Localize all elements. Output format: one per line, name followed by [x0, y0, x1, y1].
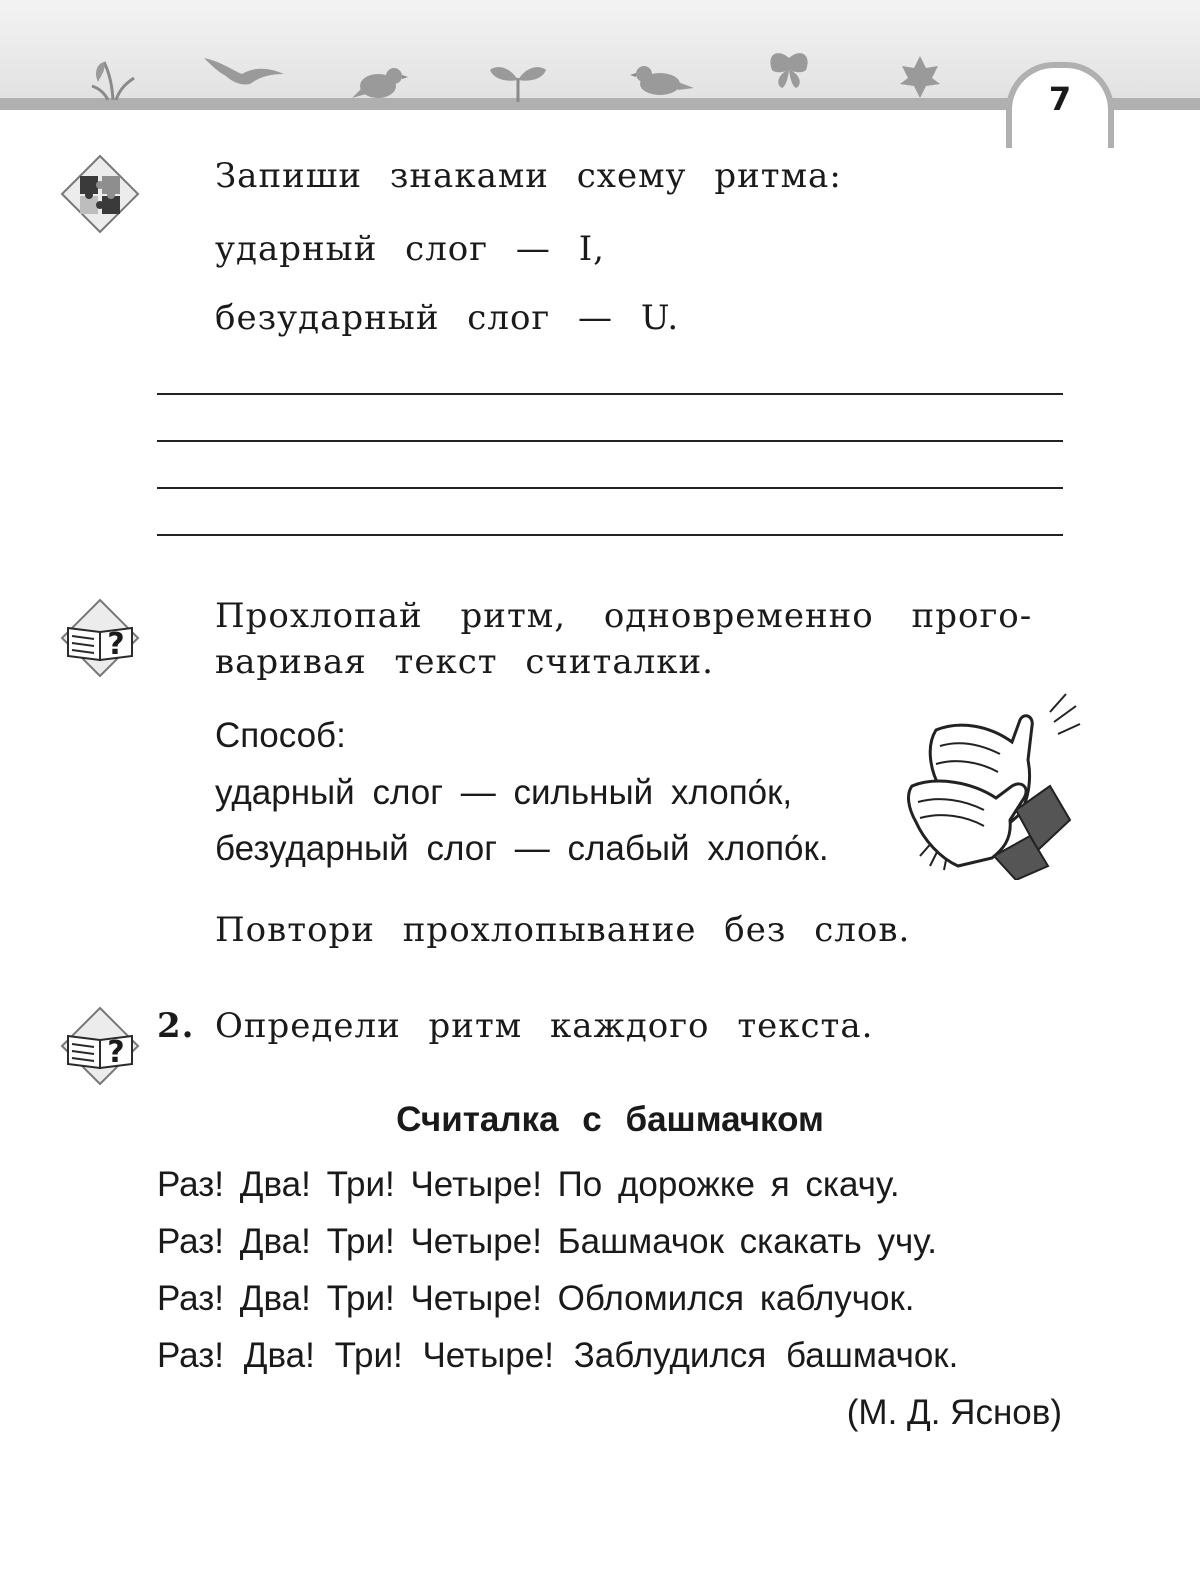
poem-line: Раз! Два! Три! Четыре! По дорожке я скачу.: [157, 1165, 900, 1204]
repeat-instruction: Повтори прохлопывание без слов.: [215, 910, 911, 950]
leaf-icon: [898, 54, 942, 100]
butterfly-icon: [766, 48, 812, 94]
instruction-clap-line1: Прохлопай ритм, одновременно прого-: [215, 596, 1033, 636]
puzzle-icon: [60, 154, 140, 234]
svg-text:?: ?: [107, 1035, 125, 1070]
answer-line-1[interactable]: [157, 393, 1063, 395]
poem-line: Раз! Два! Три! Четыре! Обломился каблучок.: [157, 1279, 915, 1318]
answer-line-3[interactable]: [157, 487, 1063, 489]
svg-text:?: ?: [107, 627, 125, 662]
instruction-clap-line2: варивая текст считалки.: [215, 642, 714, 682]
poem-line: Раз! Два! Три! Четыре! Заблудился башмачок.: [157, 1336, 959, 1375]
task-2-instruction: Определи ритм каждого текста.: [215, 1006, 874, 1046]
book-question-icon: [60, 598, 140, 678]
sparrow-icon: [352, 62, 408, 102]
stressed-syllable-rule: ударный слог — I,: [215, 229, 605, 269]
poem-author: (М. Д. Яснов): [846, 1393, 1062, 1432]
method-label: Способ:: [215, 716, 346, 755]
sprout-icon: [486, 60, 550, 102]
unstressed-syllable-rule: безударный слог — U.: [215, 298, 680, 338]
small-bird-icon: [630, 62, 694, 100]
clapping-hands-icon: [900, 690, 1090, 880]
book-question-icon: [60, 1006, 140, 1086]
page-number: 7: [1048, 80, 1072, 118]
poem-title: Считалка с башмачком: [396, 1100, 824, 1139]
snowdrop-icon: [86, 48, 140, 102]
poem-line: Раз! Два! Три! Четыре! Башмачок скакать учу.: [157, 1222, 937, 1261]
answer-line-4[interactable]: [157, 534, 1063, 536]
task-number: 2.: [157, 1006, 195, 1046]
method-stressed: ударный слог — сильный хлопо́к,: [215, 773, 793, 812]
answer-line-2[interactable]: [157, 440, 1063, 442]
flying-bird-icon: [202, 52, 286, 92]
instruction-rhythm-scheme: Запиши знаками схему ритма:: [215, 156, 842, 196]
method-unstressed: безударный слог — слабый хлопо́к.: [215, 829, 829, 868]
